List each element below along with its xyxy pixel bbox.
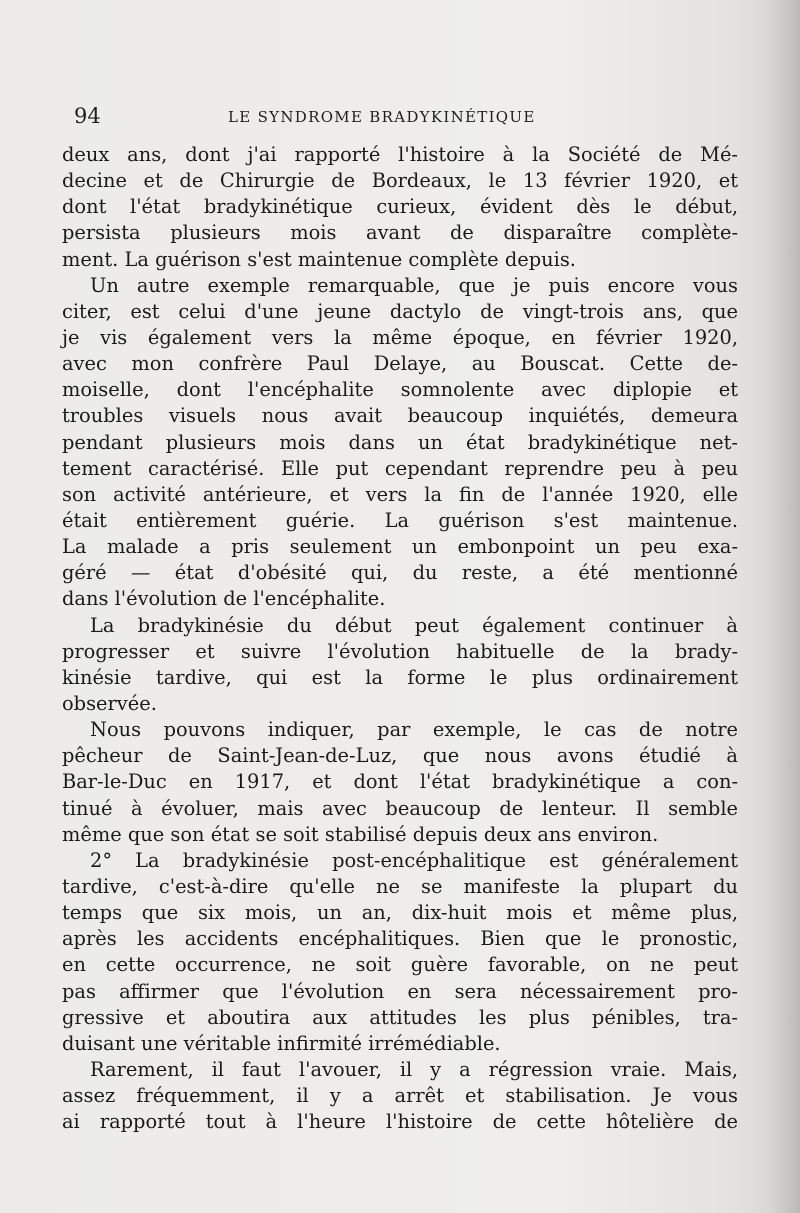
text-line: kinésie tardive, qui est la forme le plus ordinairement [62,665,738,689]
text-line: Rarement, il faut l'avouer, il y a régression vraie. Mais, [90,1057,738,1081]
text-line: même que son état se soit stabilisé depuis deux ans environ. [62,822,659,846]
text-line: tement caractérisé. Elle put cependant reprendre peu à peu [62,456,738,480]
text-line: troubles visuels nous avait beaucoup inquiétés, demeura [62,404,738,428]
text-line: citer, est celui d'une jeune dactylo de vingt-trois ans, que [62,299,738,323]
text-line: La bradykinésie du début peut également continuer à [90,613,738,637]
text-line: en cette occurrence, ne soit guère favorable, on ne peut [62,953,738,977]
text-line: gressive et aboutira aux attitudes les plus pénibles, tra- [62,1005,738,1029]
text-line: duisant une véritable infirmité irrémédiable. [62,1031,501,1055]
text-line: Un autre exemple remarquable, que je puis encore vous [90,273,738,297]
text-line: avec mon confrère Paul Delaye, au Bouscat. Cette de- [62,352,738,376]
text-line: était entièrement guérie. La guérison s'est maintenue. [62,508,738,532]
text-line: progresser et suivre l'évolution habituelle de la brady- [62,639,738,663]
page-edge-shadow [770,0,800,1213]
text-line: decine et de Chirurgie de Bordeaux, le 13 février 1920, et [62,169,738,193]
body-text [62,142,738,1135]
text-line: deux ans, dont j'ai rapporté l'histoire à la Société de Mé- [62,143,738,166]
text-line: je vis également vers la même époque, en février 1920, [62,325,738,349]
page-header [68,104,728,134]
text-line: persista plusieurs mois avant de disparaître complète- [62,221,738,245]
text-line: son activité antérieure, et vers la fin de l'année 1920, elle [62,482,738,506]
text-line: Nous pouvons indiquer, par exemple, le cas de notre [90,718,738,742]
text-line: assez fréquemment, il y a arrêt et stabilisation. Je vous [62,1084,738,1108]
text-line: temps que six mois, un an, dix-huit mois et même plus, [62,901,738,925]
text-line: après les accidents encéphalitiques. Bien que le pronostic, [62,927,738,951]
text-line: Bar-le-Duc en 1917, et dont l'état bradykinétique a con- [62,770,738,794]
text-line: 2° La bradykinésie post-encéphalitique est généralement [90,848,738,872]
text-line: dans l'évolution de l'encéphalite. [62,587,386,611]
text-line: ai rapporté tout à l'heure l'histoire de cette hôtelière de [62,1110,738,1134]
running-title: LE SYNDROME BRADYKINÉTIQUE [228,108,536,126]
text-line: La malade a pris seulement un embonpoint un peu exa- [62,535,738,559]
text-line: tinué à évoluer, mais avec beaucoup de lenteur. Il semble [62,796,738,820]
text-line: pêcheur de Saint-Jean-de-Luz, que nous avons étudié à [62,744,738,768]
text-line: géré — état d'obésité qui, du reste, a été mentionné [62,561,738,585]
text-line: dont l'état bradykinétique curieux, évident dès le début, [62,195,738,219]
text-line: pendant plusieurs mois dans un état bradykinétique net- [62,430,738,454]
text-line: observée. [62,691,157,715]
text-line: tardive, c'est-à-dire qu'elle ne se manifeste la plupart du [62,874,738,898]
text-line: pas affirmer que l'évolution en sera nécessairement pro- [62,979,738,1003]
text-line: ment. La guérison s'est maintenue complète depuis. [62,247,576,271]
page-number: 94 [74,104,101,128]
text-line: moiselle, dont l'encéphalite somnolente avec diplopie et [62,378,738,402]
